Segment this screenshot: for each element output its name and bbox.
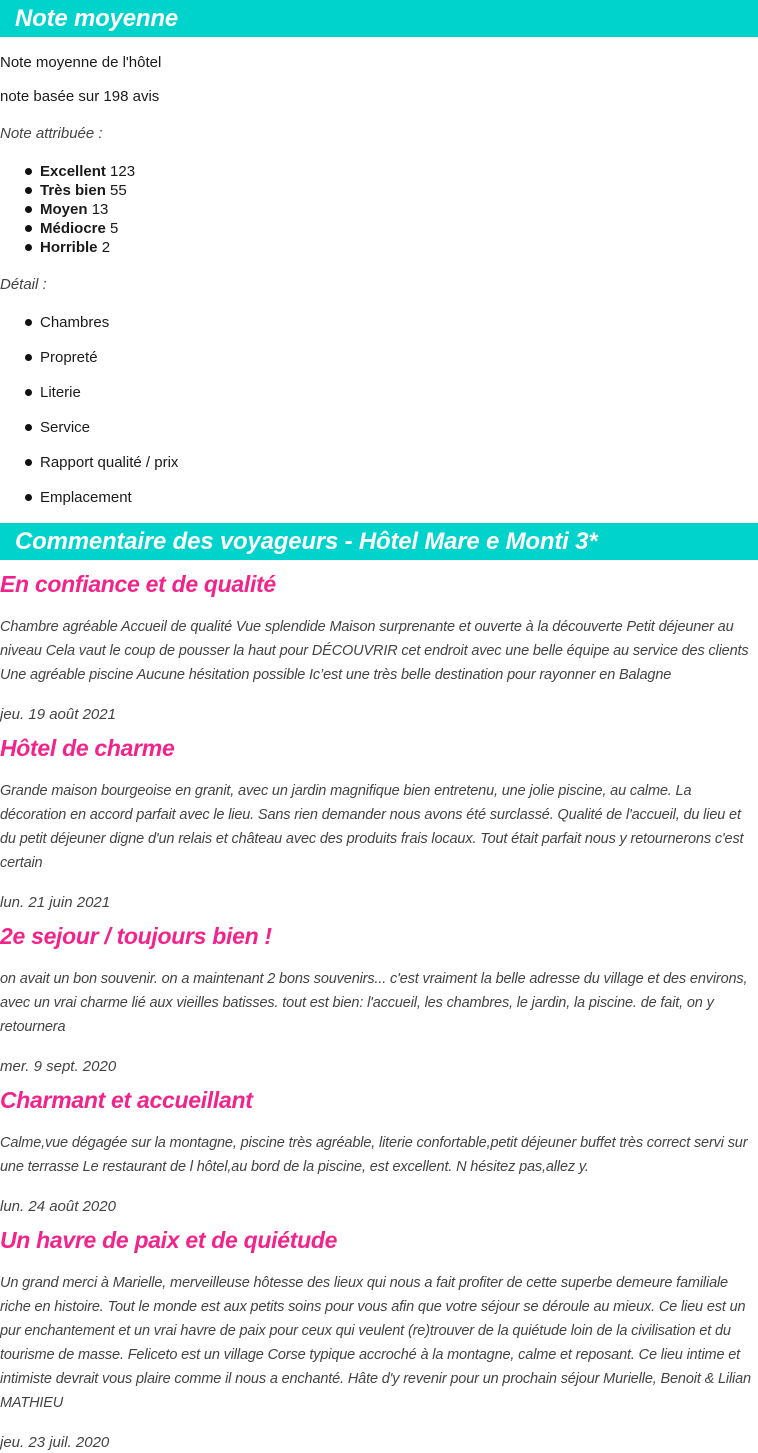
rating-count: 13 [91,201,109,218]
review-item [0,921,758,1077]
ratings-label: Note attribuée : [0,125,103,142]
review-text: Grande maison bourgeoise en granit, avec un jardin magnifique bien entretenu, une jolie piscine, au calme. La décoration en accord parfait avec le lieu. Sans rien demander nous avons été surclassé. Qualité de l'accueil, du lieu et du petit déjeuner digne d'un relais et château avec des produits frais locaux. Tout était parfait nous y retournerons c'est certain [0,783,744,871]
detail-label: Détail : [0,276,47,293]
rating-item-mediocre [40,219,758,238]
detail-item-rapport-qualite-prix: Rapport qualité / prix [40,453,758,472]
review-title: Charmant et accueillant [0,1087,253,1113]
detail-list [0,313,758,507]
review-date: lun. 24 août 2020 [0,1198,116,1215]
detail-item-chambres: Chambres [40,313,758,332]
rating-label: Horrible [40,239,98,256]
rating-label: Moyen [40,201,88,218]
rating-section-title: Note moyenne [0,0,758,37]
rating-item-horrible [40,238,758,257]
rating-item-moyen [40,200,758,219]
review-item [0,733,758,913]
review-count-label: note basée sur 198 avis [0,88,160,105]
review-title: Un havre de paix et de quiétude [0,1227,338,1253]
review-text: Un grand merci à Marielle, merveilleuse hôtesse des lieux qui nous a fait profiter de cette superbe demeure familiale riche en histoire. Tout le monde est aux petits soins pour vous afin que votre séjour se déroule au mieux. Ce lieu est un pur enchantement et un vrai havre de paix pour ceux qui veulent (re)trouver de la quiétude loin de la civilisation et du tourisme de masse. Feliceto est un village Corse typique accroché à la montagne, calme et reposant. Ce lieu intime et intimiste devrait vous plaire comme il nous a enchanté. Hâte d'y revenir pour un prochain séjour Murielle, Benoit & Lilian MATHIEU [0,1275,751,1411]
review-text: Chambre agréable Accueil de qualité Vue splendide Maison surprenante et ouverte à la découverte Petit déjeuner au niveau Cela vaut le coup de pousser la haut pour DÉCOUVRIR cet endroit avec une belle équipe au service des clients Une agréable piscine Aucune hésitation possible Ic’est une très belle destination pour rayonner en Balagne [0,619,749,683]
review-title: En confiance et de qualité [0,571,276,597]
review-date: mer. 9 sept. 2020 [0,1058,117,1075]
detail-item-literie: Literie [40,383,758,402]
detail-item-emplacement: Emplacement [40,488,758,507]
rating-label: Médiocre [40,220,106,237]
ratings-list [0,162,758,257]
hotel-average-label: Note moyenne de l'hôtel [0,54,162,71]
review-item [0,1085,758,1217]
review-date: jeu. 19 août 2021 [0,706,116,723]
review-text: on avait un bon souvenir. on a maintenant 2 bons souvenirs... c'est vraiment la belle adresse du village et des environs, avec un vrai charme lié aux vieilles batisses. tout est bien: l'accueil, les chambres, le jardin, la piscine. de fait, on y retournera [0,971,748,1035]
review-item [0,569,758,725]
rating-label: Excellent [40,163,106,180]
rating-item-tres-bien [40,181,758,200]
rating-count: 123 [110,163,136,180]
review-date: lun. 21 juin 2021 [0,894,111,911]
rating-item-excellent [40,162,758,181]
rating-label: Très bien [40,182,106,199]
detail-item-service: Service [40,418,758,437]
review-text: Calme,vue dégagée sur la montagne, piscine très agréable, literie confortable,petit déjeuner buffet très correct servi sur une terrasse Le restaurant de l hôtel,au bord de la piscine, est excellent. N hésitez pas,allez y. [0,1135,748,1175]
comments-section-title: Commentaire des voyageurs - Hôtel Mare e Monti 3* [0,523,758,560]
rating-count: 2 [101,239,111,256]
detail-item-proprete: Propreté [40,348,758,367]
review-date: jeu. 23 juil. 2020 [0,1434,110,1451]
review-title: 2e sejour / toujours bien ! [0,923,272,949]
review-title: Hôtel de charme [0,735,175,761]
rating-count: 5 [110,220,119,237]
review-item [0,1225,758,1453]
rating-count: 55 [110,182,127,199]
